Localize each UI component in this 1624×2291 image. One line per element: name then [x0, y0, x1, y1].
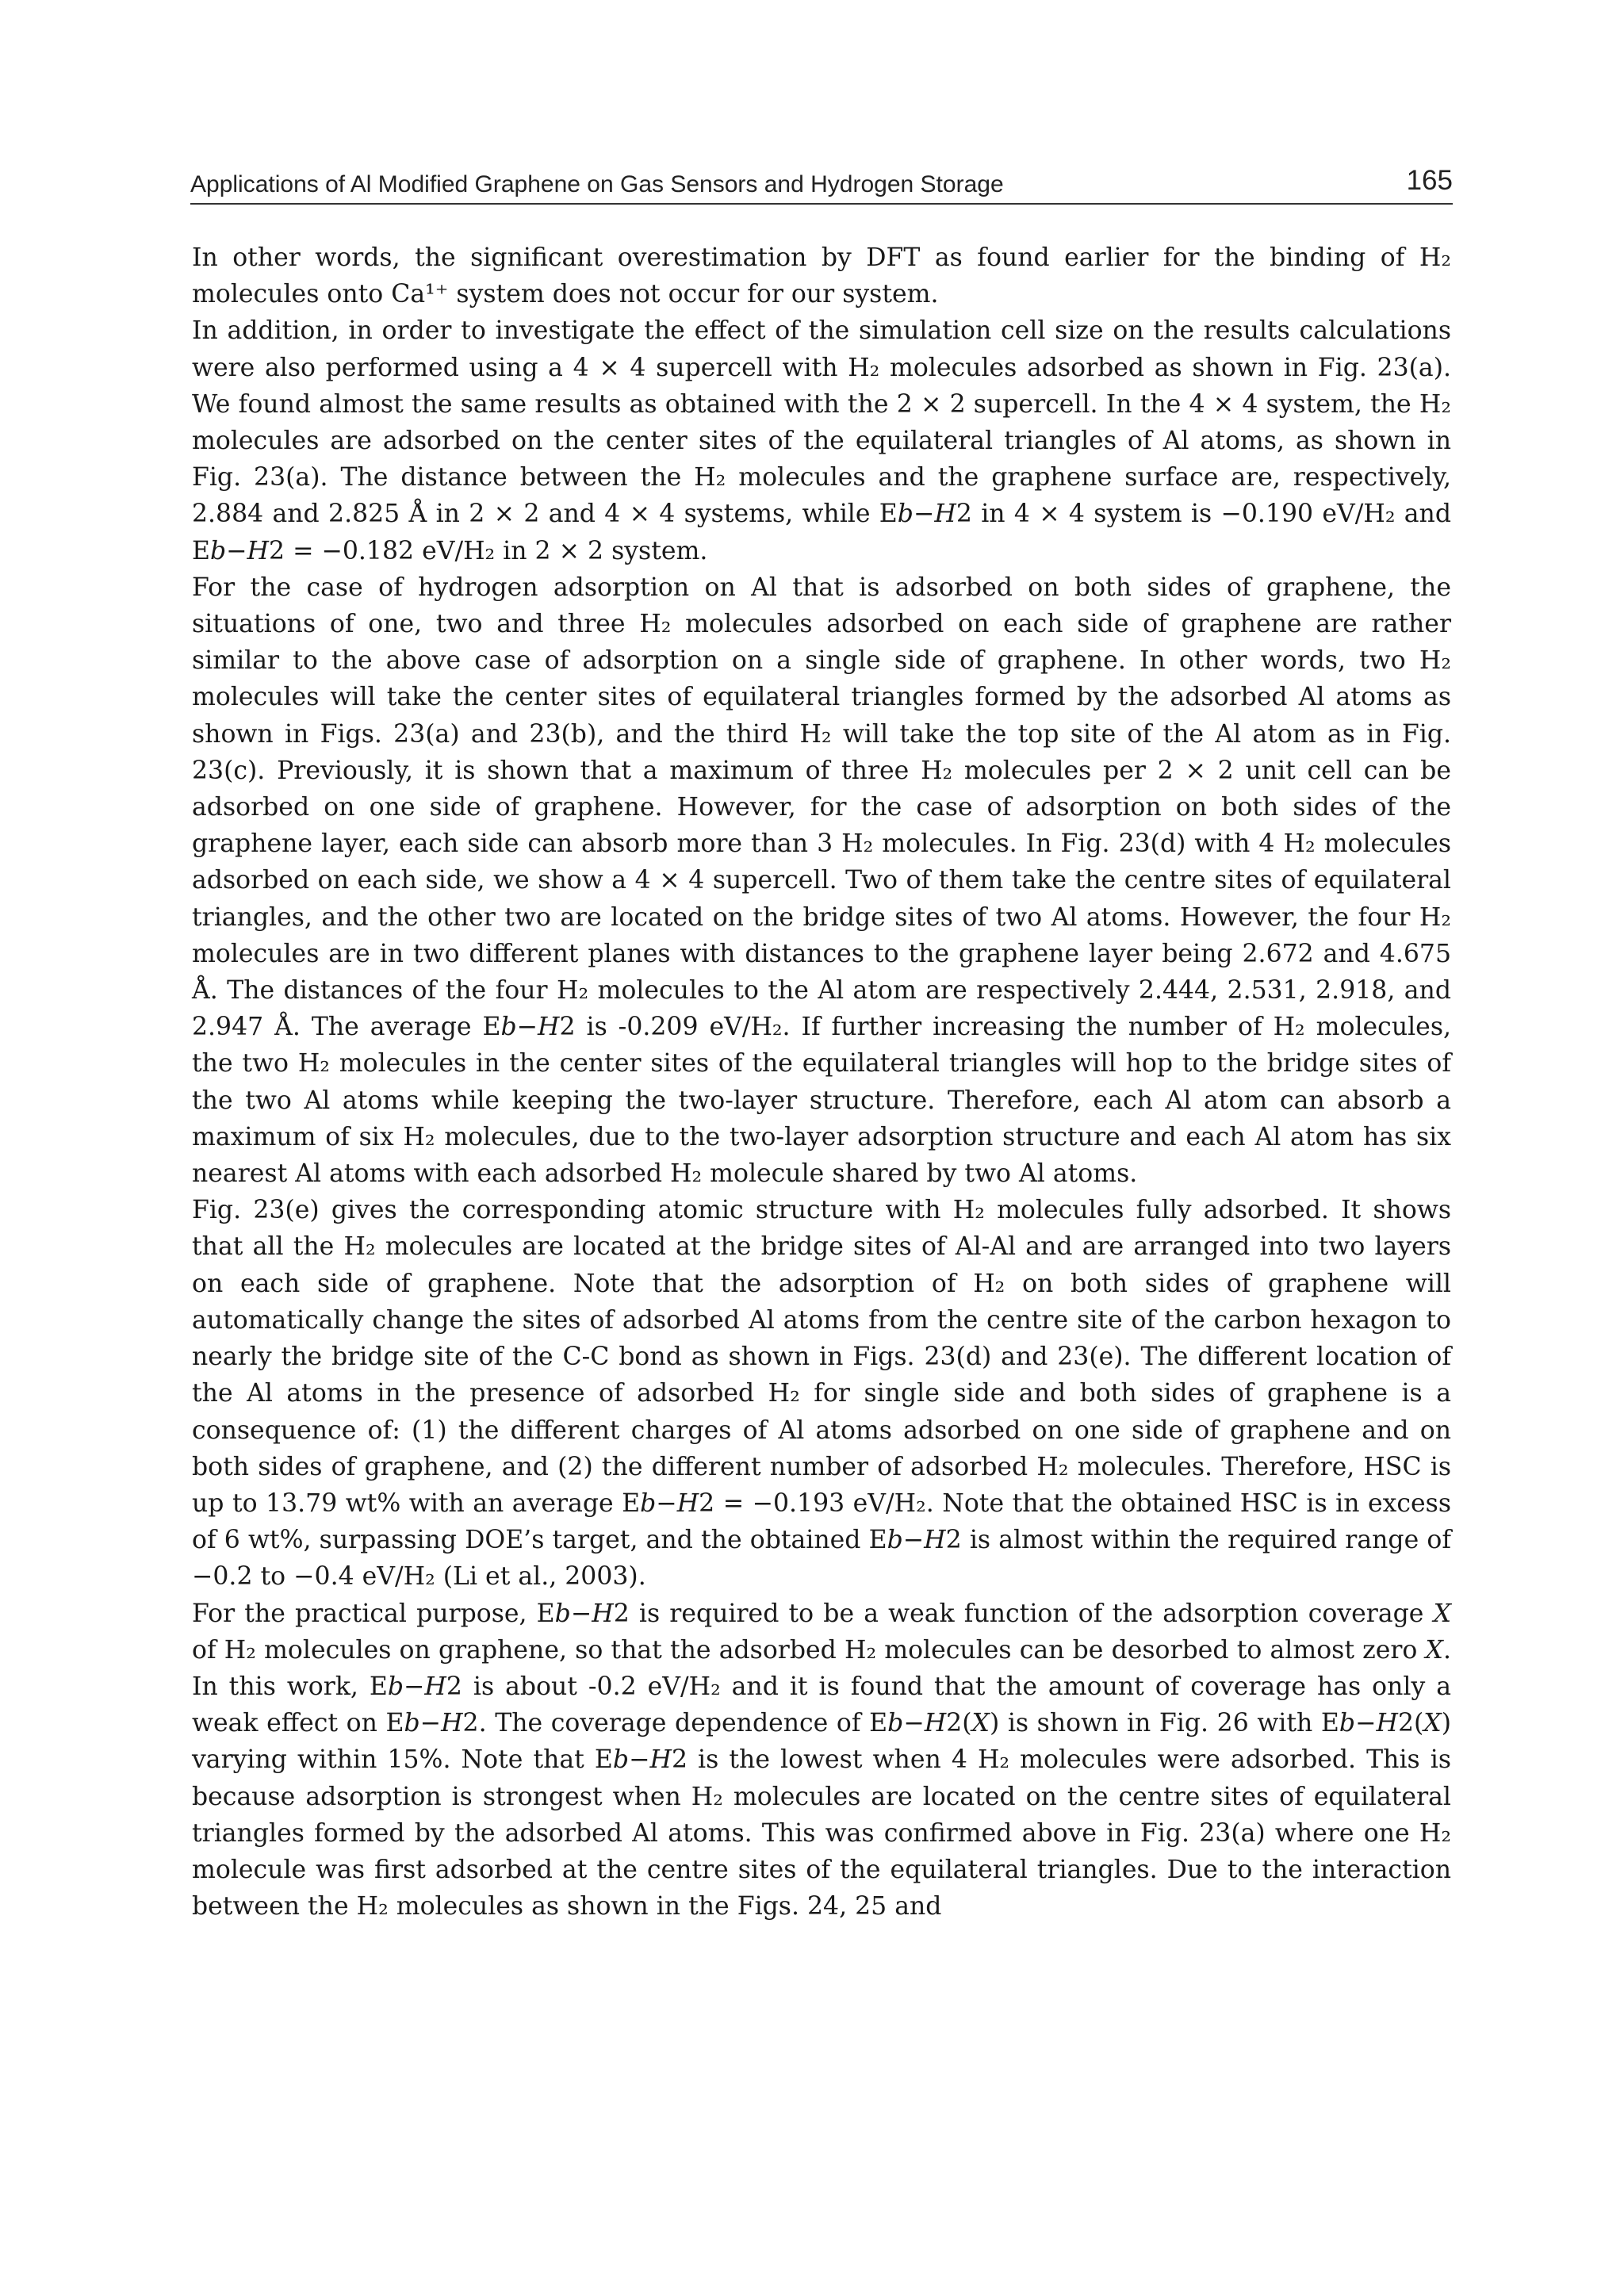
body-text: [192, 239, 1451, 1925]
paragraph-4: Fig. 23(e) gives the corresponding atomic structure with H₂ molecules fully adsorbed. It shows that all the H₂ molecules are located at the bridge sites of Al-Al and are arranged into two layers on each side of graphene. Note that the adsorption of H₂ on both sides of graphene will automatically change the sites of adsorbed Al atoms from the centre site of the carbon hexagon to nearly the bridge site of the C-C bond as shown in Figs. 23(d) and 23(e). The different location of the Al atoms in the presence of adsorbed H₂ for single side and both sides of graphene is a consequence of: (1) the different charges of Al atoms adsorbed on one side of graphene and on both sides of graphene, and (2) the different number of adsorbed H₂ molecules. Therefore, HSC is up to 13.79 wt% with an average E𝑏−𝐻2 = −0.193 eV/H₂. Note that the obtained HSC is in excess of 6 wt%, surpassing DOE’s target, and the obtained E𝑏−𝐻2 is almost within the required range of −0.2 to −0.4 eV/H₂ (Li et al., 2003).: [192, 1196, 1451, 1592]
paragraph-1: In other words, the significant overestimation by DFT as found earlier for the binding of H₂ molecules onto Ca¹⁺ system does not occur for our system.: [192, 243, 1451, 309]
paragraph-5: For the practical purpose, E𝑏−𝐻2 is required to be a weak function of the adsorption coverage 𝑋 of H₂ molecules on graphene, so that the adsorbed H₂ molecules can be desorbed to almost zero 𝑋. In this work, E𝑏−𝐻2 is about -0.2 eV/H₂ and it is found that the amount of coverage has only a weak effect on E𝑏−𝐻2. The coverage dependence of E𝑏−𝐻2(𝑋) is shown in Fig. 26 with E𝑏−𝐻2(𝑋) varying within 15%. Note that E𝑏−𝐻2 is the lowest when 4 H₂ molecules were adsorbed. This is because adsorption is strongest when H₂ molecules are located on the centre sites of equilateral triangles formed by the adsorbed Al atoms. This was confirmed above in Fig. 23(a) where one H₂ molecule was first adsorbed at the centre sites of the equilateral triangles. Due to the interaction between the H₂ molecules as shown in the Figs. 24, 25 and: [192, 1599, 1451, 1921]
paragraph-2: In addition, in order to investigate the effect of the simulation cell size on the results calculations were also performed using a 4 × 4 supercell with H₂ molecules adsorbed as shown in Fig. 23(a). We found almost the same results as obtained with the 2 × 2 supercell. In the 4 × 4 system, the H₂ molecules are adsorbed on the center sites of the equilateral triangles of Al atoms, as shown in Fig. 23(a). The distance between the H₂ molecules and the graphene surface are, respectively, 2.884 and 2.825 Å in 2 × 2 and 4 × 4 systems, while E𝑏−𝐻2 in 4 × 4 system is −0.190 eV/H₂ and E𝑏−𝐻2 = −0.182 eV/H₂ in 2 × 2 system.: [192, 316, 1451, 565]
running-header-title: Applications of Al Modified Graphene on Gas Sensors and Hydrogen Storage: [190, 171, 1004, 197]
paragraph-3: For the case of hydrogen adsorption on Al that is adsorbed on both sides of graphene, the situations of one, two and three H₂ molecules adsorbed on each side of graphene are rather similar to the above case of adsorption on a single side of graphene. In other words, two H₂ molecules will take the center sites of equilateral triangles formed by the adsorbed Al atoms as shown in Figs. 23(a) and 23(b), and the third H₂ will take the top site of the Al atom as in Fig. 23(c). Previously, it is shown that a maximum of three H₂ molecules per 2 × 2 unit cell can be adsorbed on one side of graphene. However, for the case of adsorption on both sides of the graphene layer, each side can absorb more than 3 H₂ molecules. In Fig. 23(d) with 4 H₂ molecules adsorbed on each side, we show a 4 × 4 supercell. Two of them take the centre sites of equilateral triangles, and the other two are located on the bridge sites of two Al atoms. However, the four H₂ molecules are in two different planes with distances to the graphene layer being 2.672 and 4.675 Å. The distances of the four H₂ molecules to the Al atom are respectively 2.444, 2.531, 2.918, and 2.947 Å. The average E𝑏−𝐻2 is -0.209 eV/H₂. If further increasing the number of H₂ molecules, the two H₂ molecules in the center sites of the equilateral triangles will hop to the bridge sites of the two Al atoms while keeping the two-layer structure. Therefore, each Al atom can absorb a maximum of six H₂ molecules, due to the two-layer adsorption structure and each Al atom has six nearest Al atoms with each adsorbed H₂ molecule shared by two Al atoms.: [192, 573, 1451, 1189]
running-header: [190, 162, 1453, 205]
page-number: 165: [1406, 165, 1453, 196]
